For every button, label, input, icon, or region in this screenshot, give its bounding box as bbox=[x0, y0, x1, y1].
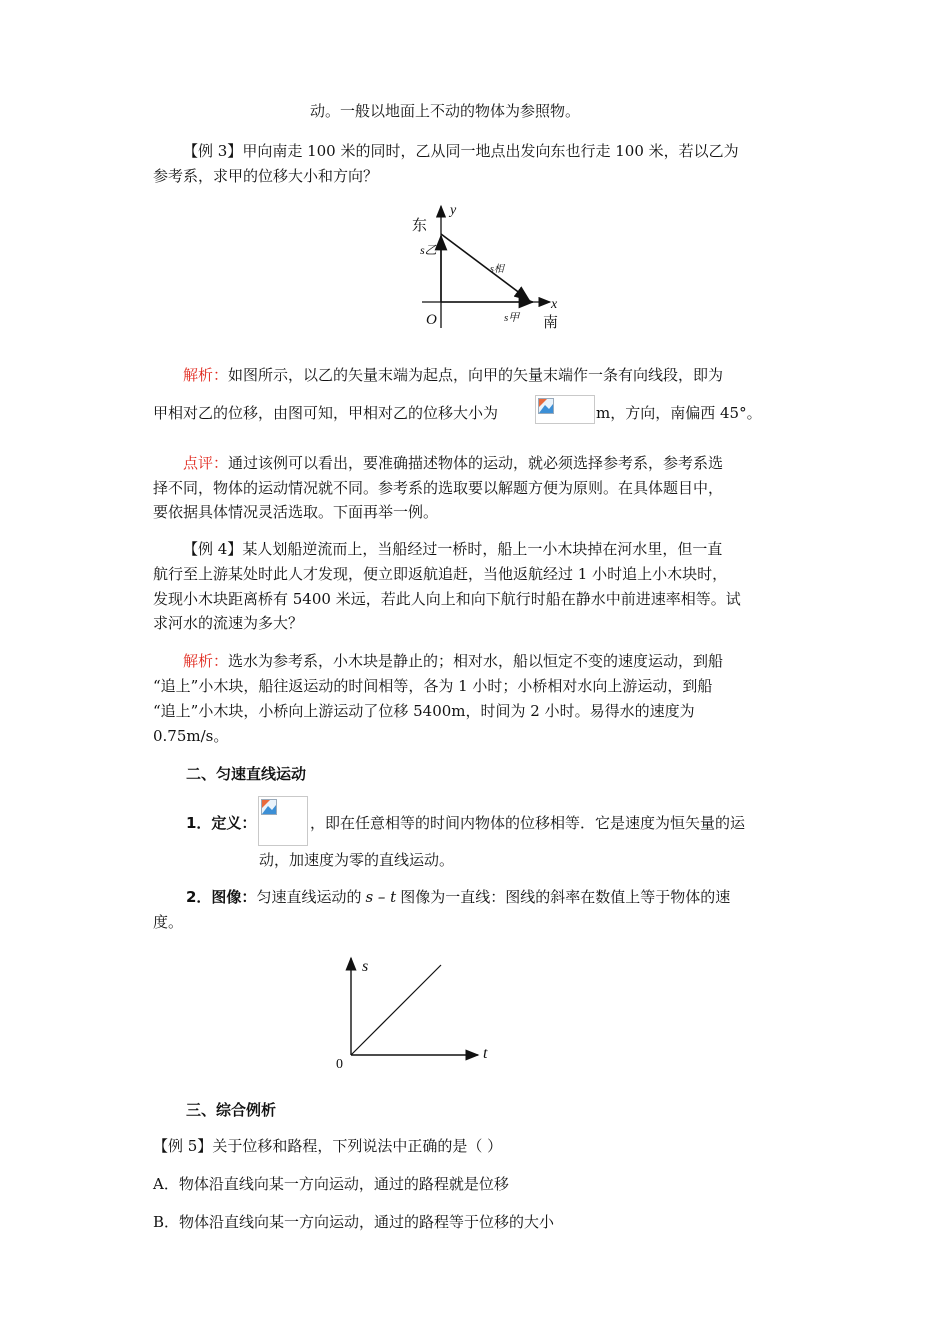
definition-line-1 bbox=[310, 813, 745, 833]
analysis4-line-3 bbox=[153, 701, 695, 721]
analysis4-text-3: “追上”小木块，小桥向上游运动了位移 5400m，时间为 2 小时。易得水的速度为 bbox=[153, 702, 695, 720]
analysis3-text-2b: m，方向，南偏西 45°。 bbox=[596, 404, 762, 422]
section3-heading-text: 三、综合例析 bbox=[186, 1101, 277, 1119]
example4-text-3: 发现小木块距离桥有 5400 米远，若此人向上和向下航行时船在静水中前进速率相等。试 bbox=[153, 590, 741, 608]
comment-text-1: 通过该例可以看出，要准确描述物体的运动，就必须选择参考系，参考系选 bbox=[228, 454, 724, 472]
comment-label: 点评： bbox=[183, 454, 229, 472]
s-t-line bbox=[351, 965, 441, 1055]
analysis4-text-1: 选水为参考系，小木块是静止的；相对水，船以恒定不变的速度运动，到船 bbox=[228, 652, 724, 670]
section3-heading bbox=[186, 1100, 276, 1120]
analysis3-text-2a: 甲相对乙的位移，由图可知，甲相对乙的位移大小为 bbox=[153, 404, 499, 422]
s-xiang-vector bbox=[441, 234, 529, 300]
vector-diagram bbox=[408, 200, 568, 335]
option-a-line bbox=[153, 1174, 509, 1194]
missing-definition-image bbox=[258, 796, 308, 846]
definition-text-1: ，即在任意相等的时间内物体的位移相等．它是速度为恒矢量的运 bbox=[310, 814, 746, 832]
comment-line-3 bbox=[153, 502, 438, 522]
example3-text-1: 甲向南走 100 米的同时，乙从同一地点出发向东也行走 100 米，若以乙为 bbox=[242, 142, 739, 160]
option-b-line bbox=[153, 1212, 554, 1232]
section2-heading bbox=[186, 764, 306, 784]
t-axis-label: t bbox=[483, 1045, 488, 1062]
example4-tag: 【例 4】 bbox=[183, 540, 243, 558]
analysis4-line-1 bbox=[183, 651, 723, 671]
x-axis-label: x bbox=[551, 297, 558, 312]
graph-text-1b: s – t bbox=[365, 888, 397, 906]
graph-text-1c: 图像为一直线：图线的斜率在数值上等于物体的速 bbox=[400, 888, 731, 906]
analysis3-line-2b bbox=[596, 403, 762, 423]
example4-line-4 bbox=[153, 613, 303, 633]
example4-text-4: 求河水的流速为多大？ bbox=[153, 614, 304, 632]
analysis3-line-1 bbox=[183, 365, 723, 385]
intro-text: 动。一般以地面上不动的物体为参照物。 bbox=[310, 102, 581, 120]
east-label: 东 bbox=[412, 218, 428, 234]
analysis3-label: 解析： bbox=[183, 366, 229, 384]
example4-text-1: 某人划船逆流而上，当船经过一桥时，船上一小木块掉在河水里，但一直 bbox=[242, 540, 723, 558]
example5-text: 关于位移和路程，下列说法中正确的是（ ） bbox=[212, 1137, 503, 1155]
analysis3-line-2 bbox=[153, 403, 498, 423]
missing-formula-image bbox=[535, 395, 595, 424]
comment-text-2: 择不同，物体的运动情况就不同。参考系的选取要以解题方便为原则。在具体题目中， bbox=[153, 479, 724, 497]
option-a-text: A．物体沿直线向某一方向运动，通过的路程就是位移 bbox=[153, 1175, 509, 1193]
analysis4-line-2 bbox=[153, 676, 712, 696]
graph-text-1a: 匀速直线运动的 bbox=[256, 888, 362, 906]
definition-label: 1．定义： bbox=[186, 814, 257, 832]
broken-image-icon bbox=[261, 799, 277, 815]
example3-line-2 bbox=[153, 166, 378, 186]
y-axis-label: y bbox=[450, 203, 457, 218]
intro-line bbox=[310, 101, 580, 121]
example3-text-2: 参考系，求甲的位移大小和方向？ bbox=[153, 167, 379, 185]
definition-line-2 bbox=[259, 850, 454, 870]
option-b-text: B．物体沿直线向某一方向运动，通过的路程等于位移的大小 bbox=[153, 1213, 555, 1231]
definition-text-2: 动，加速度为零的直线运动。 bbox=[259, 851, 455, 869]
analysis4-text-4: 0.75m/s。 bbox=[153, 727, 229, 745]
example3-tag: 【例 3】 bbox=[183, 142, 243, 160]
s-yi-label: s乙 bbox=[420, 243, 437, 257]
analysis4-text-2: “追上”小木块，船往返运动的时间相等，各为 1 小时；小桥相对水向上游运动，到船 bbox=[153, 677, 713, 695]
origin-zero-label: 0 bbox=[336, 1057, 343, 1072]
s-xiang-label: s相 bbox=[490, 264, 504, 275]
s-axis-label: s bbox=[362, 958, 369, 975]
example5-tag: 【例 5】 bbox=[153, 1137, 213, 1155]
example3-line-1 bbox=[183, 141, 739, 161]
graph-line-2 bbox=[153, 912, 183, 932]
example4-line-2 bbox=[153, 564, 727, 584]
south-label: 南 bbox=[543, 315, 559, 331]
example5-line bbox=[153, 1136, 502, 1156]
comment-line-2 bbox=[153, 478, 723, 498]
section2-heading-text: 二、匀速直线运动 bbox=[186, 765, 307, 783]
analysis4-label: 解析： bbox=[183, 652, 229, 670]
broken-image-icon bbox=[538, 398, 554, 414]
graph-text-2: 度。 bbox=[153, 913, 184, 931]
comment-line-1 bbox=[183, 453, 723, 473]
graph-line-1 bbox=[186, 887, 730, 907]
s-jia-label: s甲 bbox=[504, 312, 520, 324]
example4-line-1 bbox=[183, 539, 722, 559]
analysis3-text-1: 如图所示，以乙的矢量末端为起点，向甲的矢量末端作一条有向线段，即为 bbox=[228, 366, 724, 384]
definition-label-line bbox=[186, 813, 256, 833]
example4-line-3 bbox=[153, 589, 741, 609]
origin-label: O bbox=[426, 312, 437, 328]
s-t-graph bbox=[330, 952, 505, 1074]
graph-label: 2．图像： bbox=[186, 888, 257, 906]
comment-text-3: 要依据具体情况灵活选取。下面再举一例。 bbox=[153, 503, 439, 521]
analysis4-line-4 bbox=[153, 726, 228, 746]
example4-text-2: 航行至上游某处时此人才发现，便立即返航追赶，当他返航经过 1 小时追上小木块时， bbox=[153, 565, 728, 583]
